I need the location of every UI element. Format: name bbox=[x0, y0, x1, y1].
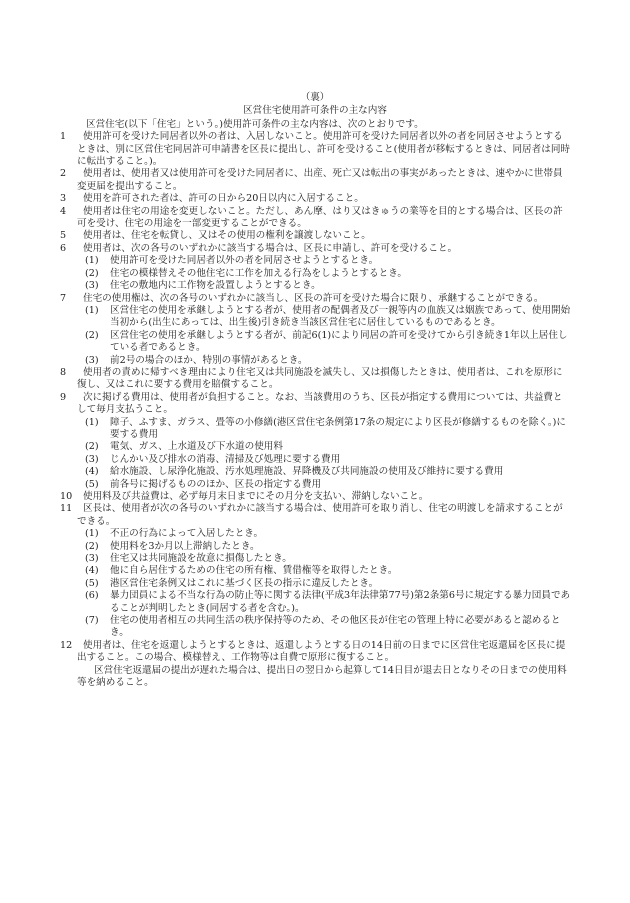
subitem-number: (1) bbox=[85, 416, 99, 428]
subitem-text: 電気、ガス、上水道及び下水道の使用料 bbox=[110, 441, 283, 453]
condition-number: 7 bbox=[60, 292, 67, 304]
condition-subitem bbox=[58, 541, 572, 553]
condition-item bbox=[58, 230, 572, 242]
condition-subitem bbox=[58, 479, 572, 491]
subitem-number: (3) bbox=[85, 354, 99, 366]
condition-subitem bbox=[58, 280, 572, 292]
subitem-text: 暴力団員による不当な行為の防止等に関する法律(平成3年法律第77号)第2条第6号に規定する暴力団員であることが判明したとき(同居する者を含む。)。 bbox=[110, 590, 571, 614]
subitem-number: (4) bbox=[85, 466, 99, 478]
condition-number: 2 bbox=[60, 168, 67, 180]
subitem-text: 使用料を3か月以上滞納したとき。 bbox=[110, 540, 260, 552]
condition-item bbox=[58, 293, 572, 305]
condition-item bbox=[58, 491, 572, 503]
condition-text: 使用者は、次の各号のいずれかに該当する場合は、区長に申請し、許可を受けること。 bbox=[83, 242, 458, 254]
condition-subitem bbox=[58, 553, 572, 565]
condition-subitem bbox=[58, 355, 572, 367]
subitem-text: 住宅又は共同施設を故意に損傷したとき。 bbox=[110, 553, 292, 565]
subitem-number: (2) bbox=[85, 329, 99, 341]
condition-text: 使用者は、住宅を転貸し、又はその使用の権利を譲渡しないこと。 bbox=[83, 230, 371, 242]
subitem-text: じんかい及び排水の消毒、清掃及び処理に要する費用 bbox=[110, 453, 341, 465]
subitem-number: (5) bbox=[85, 577, 99, 589]
subitem-number: (2) bbox=[85, 267, 99, 279]
condition-number: 4 bbox=[60, 205, 67, 217]
condition-subitem bbox=[58, 330, 572, 355]
condition-text: 住宅の使用権は、次の各号のいずれかに該当し、区長の許可を受けた場合に限り、承継することができる。 bbox=[83, 292, 544, 304]
subitem-text: 住宅の使用者相互の共同生活の秩序保持等のため、その他区長が住宅の管理上特に必要があると認めるとき。 bbox=[110, 615, 561, 639]
back-side-label: （裏） bbox=[300, 92, 330, 103]
subitem-text: 住宅の模様替えその他住宅に工作を加える行為をしようとするとき。 bbox=[110, 267, 408, 279]
condition-subitem bbox=[58, 454, 572, 466]
condition-text: 使用料及び共益費は、必ず毎月末日までにその月分を支払い、滞納しないこと。 bbox=[83, 491, 429, 502]
subitem-number: (3) bbox=[85, 280, 99, 292]
subitem-number: (1) bbox=[85, 304, 99, 316]
subitem-text: 前各号に掲げるもののほか、区長の指定する費用 bbox=[110, 478, 322, 490]
condition-number: 9 bbox=[60, 391, 67, 403]
condition-item bbox=[58, 168, 572, 193]
conditions-list bbox=[58, 131, 572, 664]
condition-item bbox=[58, 206, 572, 231]
condition-subitem bbox=[58, 441, 572, 453]
condition-item bbox=[58, 193, 572, 205]
condition-text: 使用者は、使用者又は使用許可を受けた同居者に、出産、死亡又は転出の事実があったときは、速やかに世帯員変更届を提出すること。 bbox=[77, 168, 563, 192]
condition-subitem bbox=[58, 305, 572, 330]
subitem-text: 区営住宅の使用を承継しようとする者が、使用者の配偶者及び一親等内の血族又は姻族であって、使用開始当初から(出生にあっては、出生後)引き続き当該区営住宅に居住しているものであるとき。 bbox=[110, 304, 571, 329]
subitem-text: 住宅の敷地内に工作物を設置しようとするとき。 bbox=[110, 280, 321, 292]
condition-subitem bbox=[58, 565, 572, 577]
condition-subitem bbox=[58, 466, 572, 478]
subitem-text: 他に自ら居住するための住宅の所有権、賃借権等を取得したとき。 bbox=[110, 565, 398, 577]
condition-item bbox=[58, 131, 572, 168]
subitem-number: (2) bbox=[85, 441, 99, 453]
condition-subitem bbox=[58, 417, 572, 442]
subitem-number: (1) bbox=[85, 255, 99, 267]
condition-text: 使用許可を受けた同居者以外の者は、入居しないこと。使用許可を受けた同居者以外の者を同居させようとするときは、別に区営住宅同居許可申請書を区長に提出し、許可を受けること(使用者が移転するときは、同居者は同時に転出すること。)。 bbox=[77, 131, 571, 168]
condition-item bbox=[58, 503, 572, 528]
subitem-text: 給水施設、し尿浄化施設、汚水処理施設、昇降機及び共同施設の使用及び維持に要する費用 bbox=[110, 466, 504, 478]
intro-paragraph: 区営住宅(以下「住宅」という。)使用許可条件の主な内容は、次のとおりです。 bbox=[86, 118, 424, 130]
condition-item bbox=[58, 392, 572, 417]
subitem-number: (7) bbox=[85, 615, 99, 627]
condition-item bbox=[58, 640, 572, 665]
return-note: 区営住宅返還届の提出が遅れた場合は、提出日の翌日から起算して14日目が退去日となりその日までの使用料等を納めること。 bbox=[77, 664, 567, 689]
condition-number: 11 bbox=[60, 503, 73, 515]
subitem-text: 不正の行為によって入居したとき。 bbox=[110, 528, 264, 540]
condition-text: 区長は、使用者が次の各号のいずれかに該当する場合は、使用許可を取り消し、住宅の明渡しを請求することができる。 bbox=[77, 503, 563, 527]
subitem-number: (2) bbox=[85, 540, 99, 552]
condition-text: 使用を許可された者は、許可の日から20日以内に入居すること。 bbox=[83, 193, 364, 205]
condition-subitem bbox=[58, 615, 572, 640]
subitem-number: (4) bbox=[85, 565, 99, 577]
condition-subitem bbox=[58, 528, 572, 540]
condition-text: 使用者の責めに帰すべき理由により住宅又は共同施設を滅失し、又は損傷したときは、使用者は、これを原形に復し、又はこれに要する費用を賠償すること。 bbox=[77, 366, 563, 391]
condition-number: 1 bbox=[60, 131, 67, 143]
subitem-number: (1) bbox=[85, 528, 99, 540]
condition-number: 10 bbox=[60, 491, 73, 502]
condition-number: 6 bbox=[60, 242, 67, 254]
condition-item bbox=[58, 367, 572, 392]
subitem-number: (3) bbox=[85, 553, 99, 565]
condition-item bbox=[58, 243, 572, 255]
condition-text: 使用者は住宅の用途を変更しないこと。ただし、あん摩、はり又はきゅうの業等を目的とする場合は、区長の許可を受け、住宅の用途を一部変更することができる。 bbox=[77, 205, 563, 230]
condition-text: 次に掲げる費用は、使用者が負担すること。なお、当該費用のうち、区長が指定する費用については、共益費として毎月支払うこと。 bbox=[77, 391, 563, 416]
subitem-text: 障子、ふすま、ガラス、畳等の小修繕(港区営住宅条例第17条の規定により区長が修繕するものを除く。)に要する費用 bbox=[110, 416, 567, 440]
subitem-text: 使用許可を受けた同居者以外の者を同居させようとするとき。 bbox=[110, 255, 379, 267]
subitem-text: 港区営住宅条例又はこれに基づく区長の指示に違反したとき。 bbox=[110, 577, 379, 589]
subitem-number: (6) bbox=[85, 590, 99, 602]
condition-subitem bbox=[58, 590, 572, 615]
condition-text: 使用者は、住宅を返還しようとするときは、返還しようとする日の14日前の日までに区営住宅返還届を区長に提出すること。この場合、模様替え、工作物等は自費で原形に復すること。 bbox=[77, 639, 566, 664]
subitem-text: 前2号の場合のほか、特別の事情があるとき。 bbox=[110, 354, 308, 366]
condition-number: 12 bbox=[60, 639, 73, 651]
condition-subitem bbox=[58, 578, 572, 590]
document-title: 区営住宅使用許可条件の主な内容 bbox=[243, 105, 387, 117]
condition-number: 3 bbox=[60, 193, 67, 205]
condition-number: 5 bbox=[60, 230, 67, 242]
subitem-number: (3) bbox=[85, 453, 99, 465]
condition-subitem bbox=[58, 255, 572, 267]
condition-number: 8 bbox=[60, 366, 67, 378]
subitem-number: (5) bbox=[85, 478, 99, 490]
condition-subitem bbox=[58, 268, 572, 280]
subitem-text: 区営住宅の使用を承継しようとする者が、前記6(1)により同居の許可を受けてから引き続き1年以上居住している者であるとき。 bbox=[110, 329, 568, 354]
